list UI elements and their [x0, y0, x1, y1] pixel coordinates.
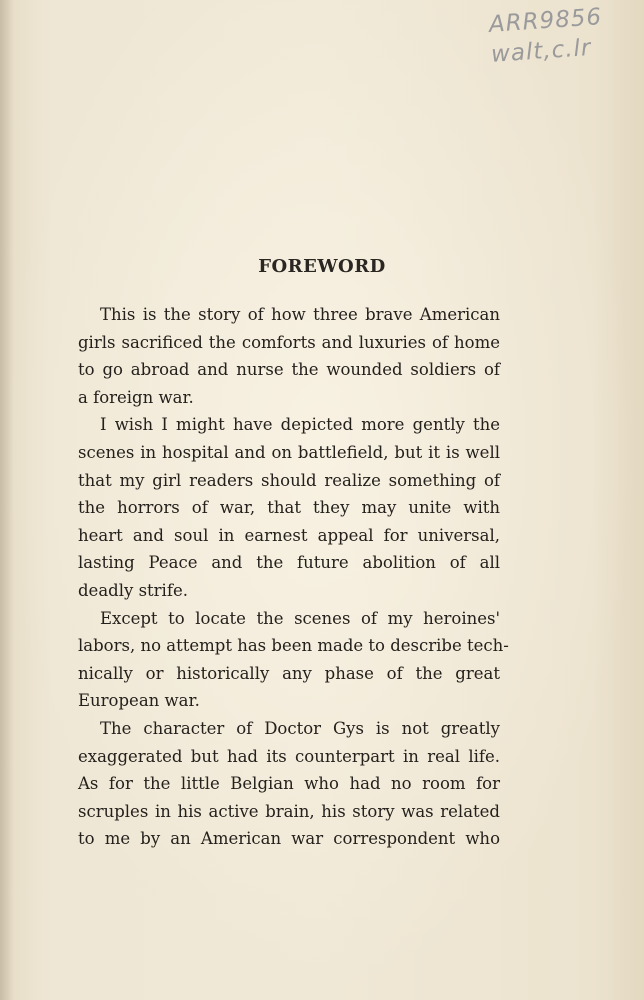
- spine-shadow: [0, 0, 14, 1000]
- text-line: heart and soul in earnest appeal for universal,: [78, 525, 500, 545]
- text-line: to go abroad and nurse the wounded soldiers of: [78, 360, 500, 380]
- annotation-line-1: ARR9856: [488, 4, 603, 38]
- text-line: As for the little Belgian who had no room for: [78, 774, 500, 794]
- text-line: that my girl readers should realize something of: [78, 470, 500, 490]
- annotation-line-2: walt,c.lr: [490, 34, 593, 68]
- text-line: nically or historically any phase of the great: [78, 663, 500, 683]
- text-line: the horrors of war, that they may unite with: [78, 498, 500, 518]
- text-line: lasting Peace and the future abolition of all: [78, 553, 500, 573]
- text-line: European war.: [78, 691, 200, 711]
- handwritten-annotation: [488, 0, 642, 70]
- text-line: labors, no attempt has been made to describe tech-: [78, 636, 509, 656]
- text-line: scruples in his active brain, his story was related: [78, 801, 500, 821]
- text-line: a foreign war.: [78, 387, 194, 407]
- text-line: This is the story of how three brave American: [100, 305, 500, 324]
- text-line: Except to locate the scenes of my heroines': [100, 608, 500, 628]
- text-line: girls sacrificed the comforts and luxuries of home: [78, 332, 500, 352]
- foreword-text: [78, 301, 509, 853]
- page-heading: FOREWORD: [258, 256, 386, 277]
- text-line: exaggerated but had its counterpart in real life.: [78, 746, 500, 766]
- text-line: scenes in hospital and on battlefield, but it is well: [78, 442, 500, 462]
- text-line: The character of Doctor Gys is not greatly: [100, 718, 500, 738]
- text-line: deadly strife.: [78, 580, 188, 600]
- text-line: to me by an American war correspondent who: [78, 829, 500, 849]
- text-line: I wish I might have depicted more gently the: [100, 415, 500, 435]
